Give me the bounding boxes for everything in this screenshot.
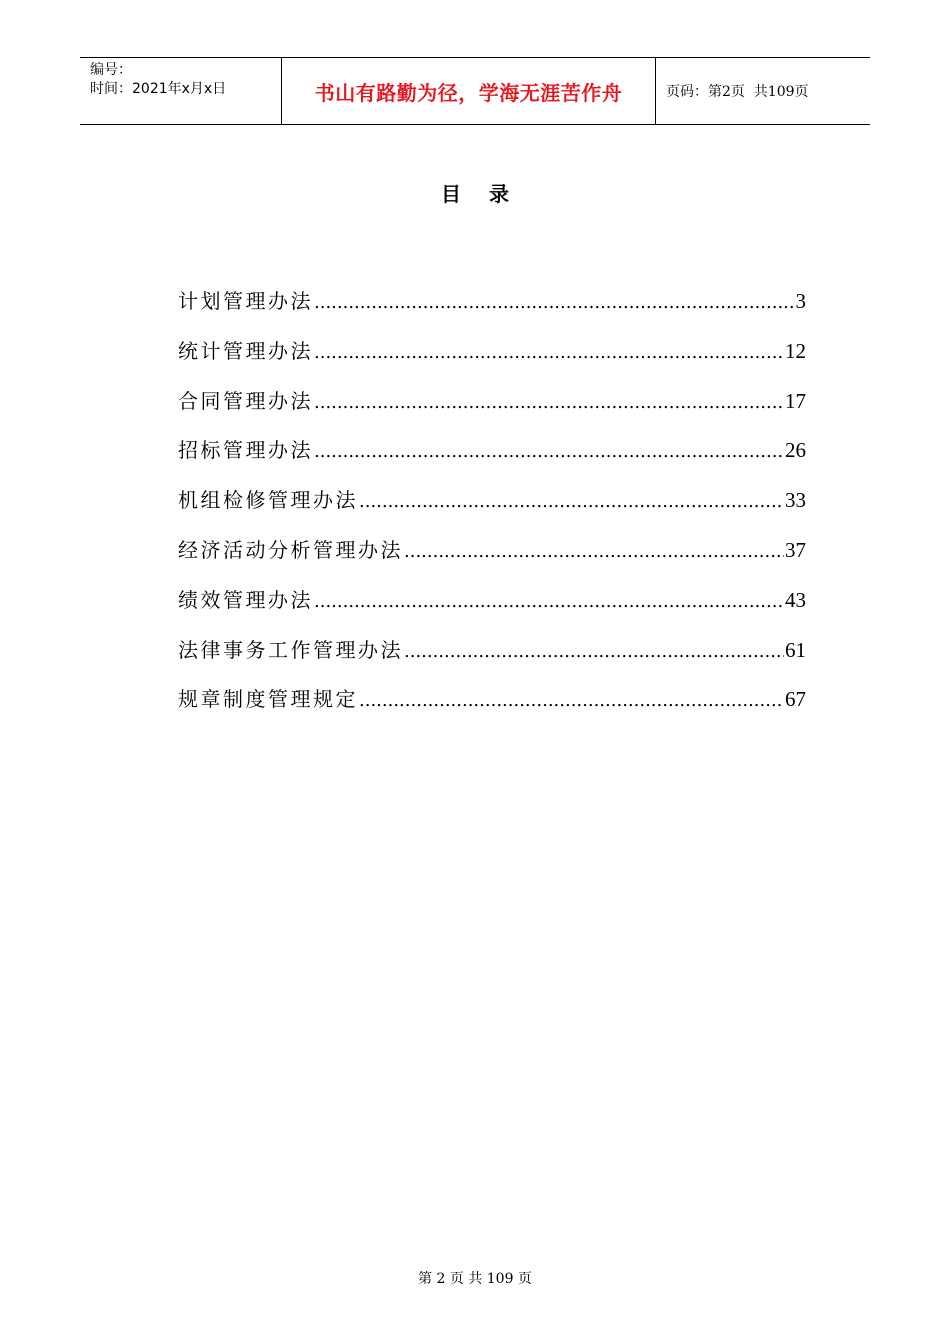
toc-entry-label: 统计管理办法: [178, 338, 313, 363]
toc-entry[interactable]: [178, 286, 806, 336]
toc-entry-label: 绩效管理办法: [178, 587, 313, 612]
toc-entry-label: 规章制度管理规定: [178, 687, 358, 712]
toc-entry-label: 合同管理办法: [178, 388, 313, 413]
toc-dot-leader: [314, 288, 795, 318]
header-page-text: 页码：第2页 共109页: [666, 84, 809, 100]
header-page-info: [656, 58, 870, 124]
toc-entry[interactable]: [178, 386, 806, 436]
page-header: [80, 57, 870, 125]
toc-dot-leader: [359, 686, 784, 716]
toc-entry[interactable]: [178, 684, 806, 734]
toc-dot-leader: [314, 587, 784, 617]
page-footer: [0, 1268, 950, 1288]
toc-entry-label: 招标管理办法: [178, 438, 313, 463]
toc-entry-label: 经济活动分析管理办法: [178, 537, 403, 562]
toc-entry-page-number: 43: [785, 587, 806, 612]
toc-entry-page-number: 33: [785, 488, 806, 513]
toc-dot-leader: [314, 388, 784, 418]
toc-entry[interactable]: [178, 435, 806, 485]
table-of-contents: [178, 286, 806, 734]
toc-entry-page-number: 3: [795, 289, 806, 313]
toc-dot-leader: [404, 537, 784, 567]
toc-dot-leader: [359, 487, 784, 517]
toc-title: 目录: [441, 182, 537, 206]
toc-entry-label: 法律事务工作管理办法: [178, 637, 403, 662]
toc-entry[interactable]: [178, 336, 806, 386]
toc-entry[interactable]: [178, 485, 806, 535]
document-time-label: 时间：2021年x月x日: [90, 81, 227, 97]
toc-dot-leader: [314, 437, 784, 467]
toc-entry-label: 计划管理办法: [178, 289, 313, 313]
toc-entry-page-number: 17: [785, 388, 806, 413]
toc-dot-leader: [314, 338, 784, 368]
toc-entry-page-number: 61: [785, 637, 806, 662]
toc-entry-page-number: 26: [785, 438, 806, 463]
footer-page-number: 第 2 页 共 109 页: [418, 1271, 532, 1287]
toc-entry-label: 机组检修管理办法: [178, 488, 358, 513]
toc-entry-page-number: 12: [785, 338, 806, 363]
header-motto: 书山有路勤为径，学海无涯苦作舟: [282, 58, 656, 124]
document-number-label: 编号：: [90, 62, 132, 78]
toc-entry-page-number: 37: [785, 537, 806, 562]
header-meta: [80, 58, 282, 124]
toc-dot-leader: [404, 637, 784, 667]
toc-entry[interactable]: [178, 635, 806, 685]
toc-entry[interactable]: [178, 585, 806, 635]
toc-entry[interactable]: [178, 535, 806, 585]
toc-entry-page-number: 67: [785, 687, 806, 712]
